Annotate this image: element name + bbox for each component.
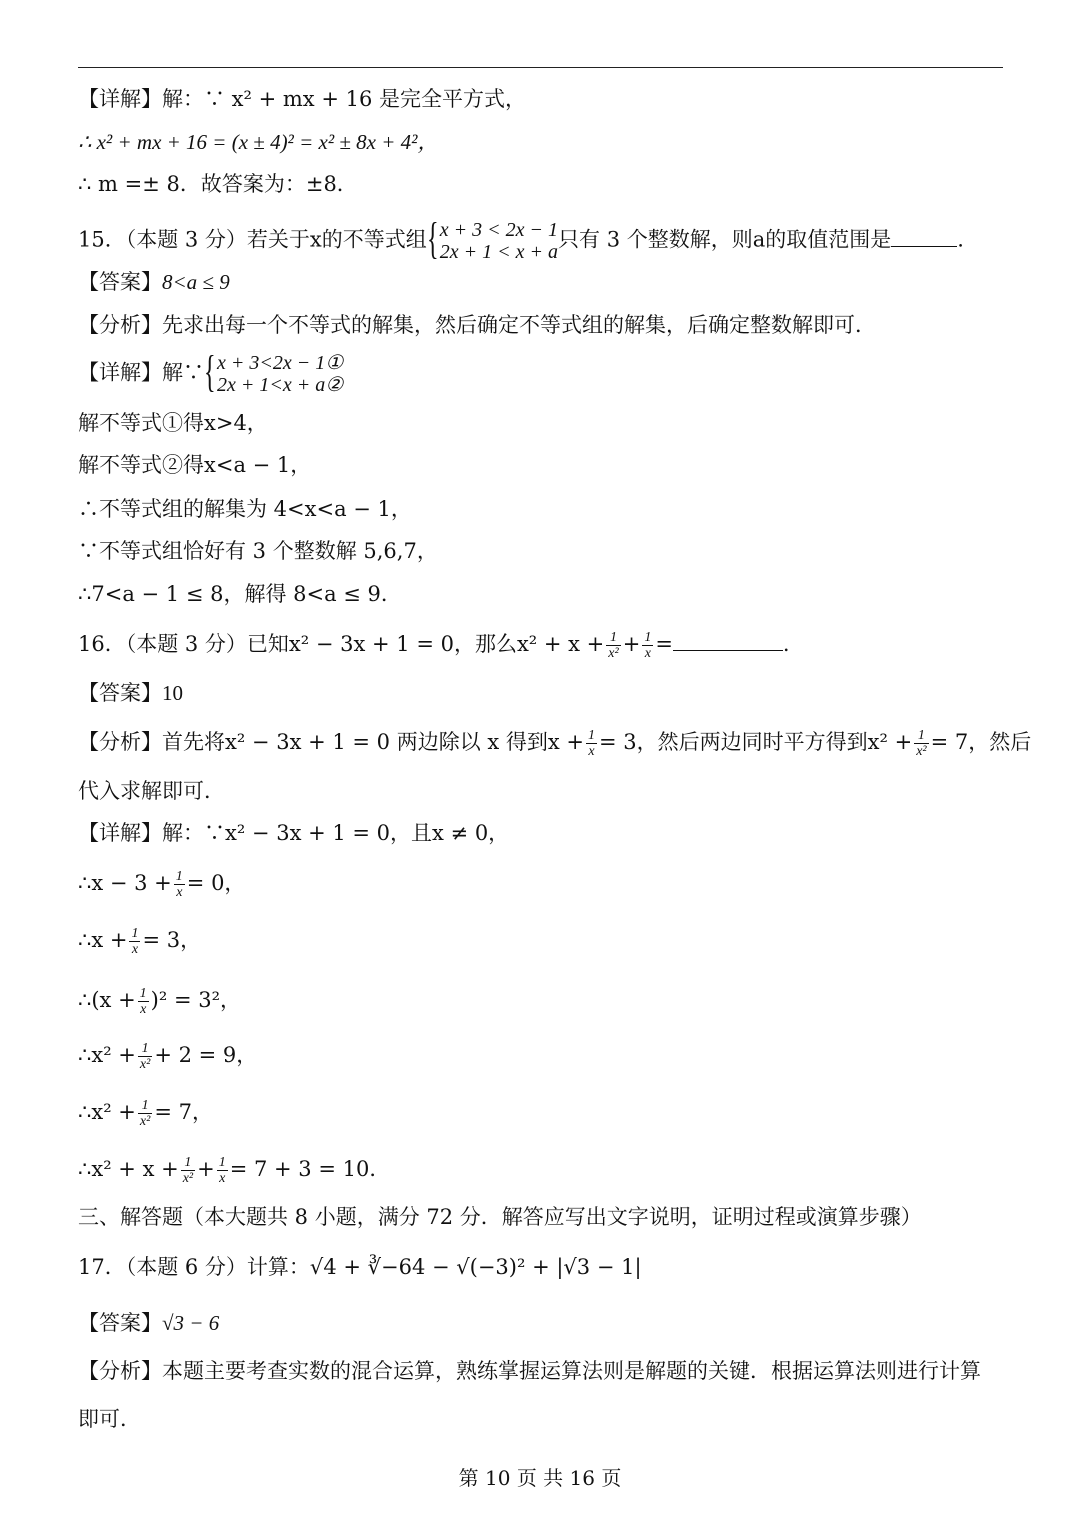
detail-16: 【详解】解：∵x² − 3x + 1 = 0，且x ≠ 0， bbox=[78, 821, 510, 845]
answer-16 bbox=[78, 678, 183, 708]
det15-ineq-2: 2x + 1<x + a② bbox=[217, 374, 344, 396]
frac-den: x bbox=[219, 1171, 226, 1186]
line-detail-14: 【详解】解：∵ x² + mx + 16 是完全平方式， bbox=[78, 87, 526, 111]
s16-6-frac-2 bbox=[217, 1155, 228, 1186]
section-3-heading: 三、解答题（本大题共 8 小题，满分 72 分．解答应写出文字说明，证明过程或演算步骤） bbox=[78, 1205, 922, 1229]
frac-num: 1 bbox=[175, 869, 183, 884]
analysis-16-cont: 代入求解即可． bbox=[78, 779, 225, 803]
answer-17-value: √3 − 6 bbox=[162, 1311, 220, 1335]
answer-tag: 【答案】 bbox=[78, 270, 162, 294]
frac-num: 1 bbox=[139, 986, 147, 1001]
question-17: 17．（本题 6 分）计算：√4 + ∛−64 − √(−3)² + |√3 − 1| bbox=[78, 1255, 642, 1279]
step-16-3 bbox=[78, 985, 241, 1017]
s16-5b: = 7， bbox=[154, 1100, 213, 1124]
answer-16-value: 10 bbox=[162, 681, 183, 705]
answer-15 bbox=[78, 267, 230, 297]
answer-tag: 【答案】 bbox=[78, 1311, 162, 1335]
s16-3a: ∴(x + bbox=[78, 988, 136, 1012]
s16-1a: ∴x − 3 + bbox=[78, 871, 172, 895]
step-15-3: ∴不等式组的解集为 4<x<a − 1， bbox=[78, 497, 412, 521]
det15-ineq-1: x + 3<2x − 1① bbox=[217, 352, 344, 374]
analysis-15: 【分析】先求出每一个不等式的解集，然后确定不等式组的解集，后确定整数解即可． bbox=[78, 313, 876, 337]
q15-suffix: 只有 3 个整数解，则a的取值范围是 bbox=[558, 227, 892, 252]
step-16-4 bbox=[78, 1040, 257, 1072]
det15-system: { x + 3<2x − 1① 2x + 1<x + a② bbox=[204, 347, 344, 396]
s16-6c: = 7 + 3 = 10． bbox=[229, 1157, 391, 1181]
frac-num: 1 bbox=[644, 630, 652, 645]
frac-den: x bbox=[176, 885, 183, 900]
line-detail-14-step1: ∴ x² + mx + 16 = (x ± 4)² = x² ± 8x + 4²， bbox=[78, 130, 439, 154]
q16-prefix: 16．（本题 3 分）已知x² − 3x + 1 = 0，那么x² + x + bbox=[78, 632, 605, 656]
s16-3b: )² = 3²， bbox=[150, 988, 242, 1012]
frac-num: 1 bbox=[131, 926, 139, 941]
detail-15 bbox=[78, 347, 344, 396]
s16-6a: ∴x² + x + bbox=[78, 1157, 179, 1181]
s16-2a: ∴x + bbox=[78, 928, 128, 952]
s16-6b: + bbox=[197, 1157, 215, 1181]
s16-2b: = 3， bbox=[142, 928, 202, 952]
frac-den: x bbox=[131, 942, 139, 957]
frac-num: 1 bbox=[138, 1041, 152, 1057]
frac-den: x² bbox=[608, 646, 619, 661]
analysis-17-cont: 即可． bbox=[78, 1407, 141, 1431]
q16-frac-2 bbox=[642, 630, 653, 661]
frac-num: 1 bbox=[606, 630, 620, 646]
frac-num: 1 bbox=[181, 1155, 195, 1171]
q16-blank bbox=[673, 628, 783, 651]
answer-17 bbox=[78, 1308, 219, 1338]
page-footer: 第 10 页 共 16 页 bbox=[458, 1466, 622, 1490]
q16-end: . bbox=[782, 632, 790, 656]
step-16-2 bbox=[78, 925, 201, 957]
step-16-1 bbox=[78, 868, 245, 900]
question-15 bbox=[78, 214, 964, 263]
q16-eq: = bbox=[655, 632, 673, 656]
s16-4-frac bbox=[138, 1041, 152, 1072]
ana16-c: = 7，然后 bbox=[930, 730, 1032, 754]
q15-system: { x + 3 < 2x − 1 2x + 1 < x + a bbox=[426, 214, 559, 263]
ana16-frac-1 bbox=[586, 728, 597, 759]
frac-den: x bbox=[588, 744, 595, 759]
step-15-4: ∵不等式组恰好有 3 个整数解 5,6,7， bbox=[78, 539, 438, 563]
q16-frac-1 bbox=[606, 630, 620, 661]
q15-ineq-1: x + 3 < 2x − 1 bbox=[439, 219, 559, 241]
header-rule bbox=[78, 67, 1003, 68]
s16-1b: = 0， bbox=[186, 871, 246, 895]
frac-num: 1 bbox=[914, 728, 928, 744]
answer-15-value: 8<a ≤ 9 bbox=[162, 270, 230, 294]
step-16-6 bbox=[78, 1154, 390, 1186]
s16-1-frac bbox=[174, 869, 185, 900]
s16-3-frac bbox=[138, 986, 149, 1017]
frac-num: 1 bbox=[138, 1098, 152, 1114]
step-15-5: ∴7<a − 1 ≤ 8，解得 8<a ≤ 9． bbox=[78, 582, 402, 606]
frac-den: x² bbox=[916, 744, 927, 759]
detail-15-tag: 【详解】解∵ bbox=[78, 360, 204, 385]
s16-6-frac-1 bbox=[181, 1155, 195, 1186]
step-16-5 bbox=[78, 1097, 213, 1129]
frac-den: x² bbox=[182, 1171, 194, 1186]
s16-5a: ∴x² + bbox=[78, 1100, 136, 1124]
q15-prefix: 15．（本题 3 分）若关于x的不等式组 bbox=[78, 227, 427, 252]
s16-4a: ∴x² + bbox=[78, 1043, 136, 1067]
frac-den: x bbox=[140, 1002, 147, 1017]
ana16-frac-2 bbox=[914, 728, 928, 759]
step-15-2: 解不等式②得x<a − 1， bbox=[78, 453, 312, 477]
q15-ineq-2: 2x + 1 < x + a bbox=[439, 241, 559, 263]
frac-den: x bbox=[644, 646, 651, 661]
s16-4b: + 2 = 9， bbox=[154, 1043, 258, 1067]
question-16: 16．（本题 3 分）已知x² − 3x + 1 = 0，那么x² + x + $\frac{1}{\text{x²}}$ + $\frac{1}{x}$ = . bbox=[78, 630, 790, 661]
s16-5-frac bbox=[138, 1098, 152, 1129]
step-15-1: 解不等式①得x>4， bbox=[78, 411, 268, 435]
frac-den: x² bbox=[139, 1114, 151, 1129]
s16-2-frac bbox=[129, 926, 140, 957]
q15-blank bbox=[891, 224, 957, 247]
frac-den: x² bbox=[139, 1057, 151, 1072]
ana16-a: 【分析】首先将x² − 3x + 1 = 0 两边除以 x 得到x + bbox=[78, 730, 585, 754]
answer-tag: 【答案】 bbox=[78, 681, 162, 705]
frac-num: 1 bbox=[588, 728, 596, 743]
ana16-b: = 3，然后两边同时平方得到x² + bbox=[599, 730, 913, 754]
line-detail-14-step2: ∴ m =± 8．故答案为：±8． bbox=[78, 172, 358, 196]
analysis-16 bbox=[78, 727, 1031, 759]
analysis-17: 【分析】本题主要考查实数的混合运算，熟练掌握运算法则是解题的关键．根据运算法则进行计算 bbox=[78, 1359, 981, 1383]
q15-end: . bbox=[957, 227, 964, 252]
frac-num: 1 bbox=[218, 1155, 226, 1170]
